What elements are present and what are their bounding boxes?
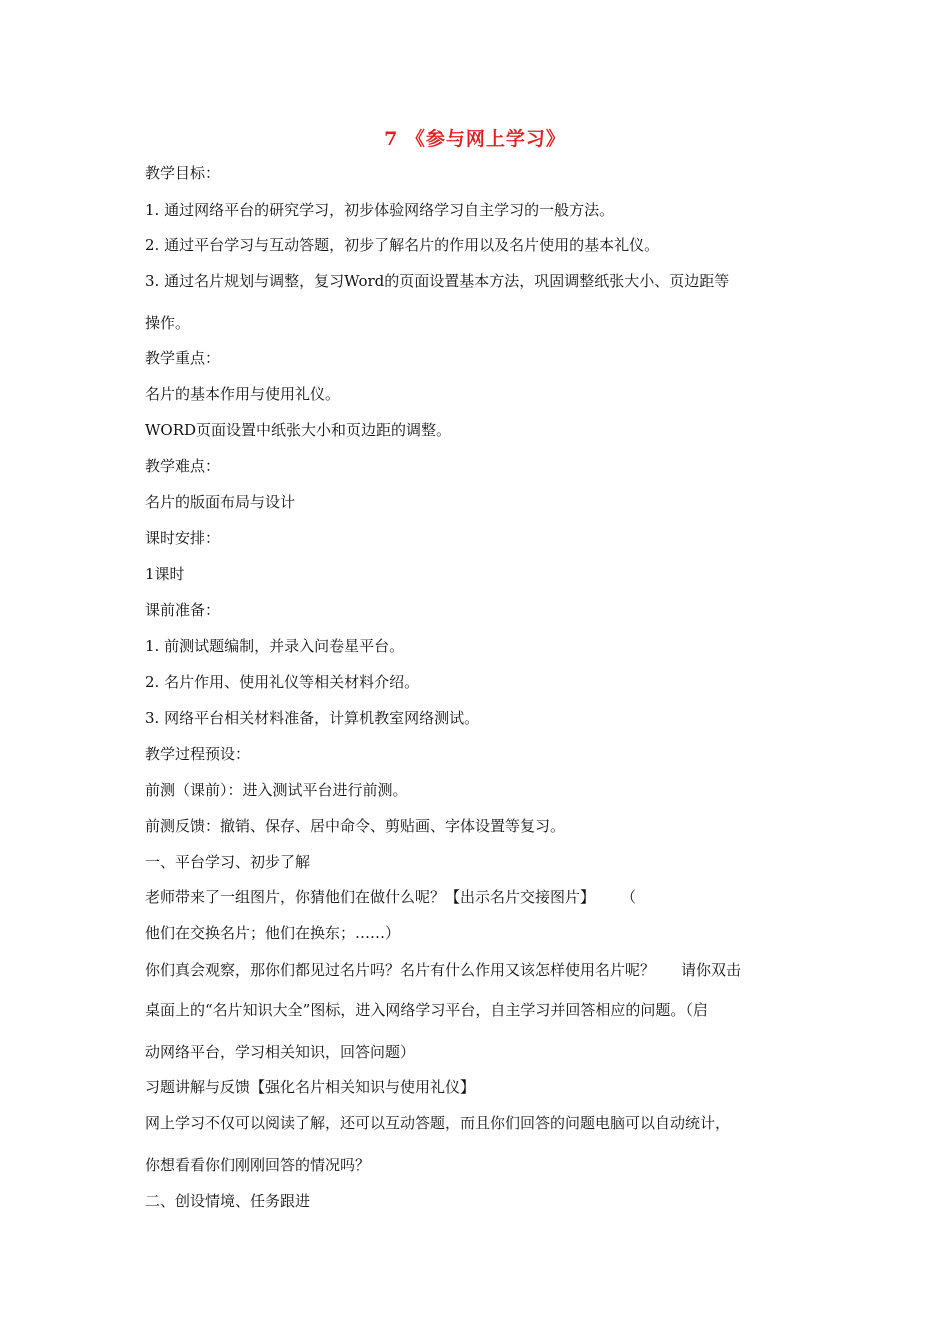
- difficulty-heading: 教学难点：: [145, 457, 221, 475]
- prep-1: 1. 前测试题编制，并录入问卷星平台。: [145, 637, 405, 655]
- prep-3: 3. 网络平台相关材料准备，计算机教室网络测试。: [145, 709, 480, 727]
- paragraph-1-line-2: 他们在交换名片；他们在换东；……）: [145, 924, 401, 942]
- key-point-1: 名片的基本作用与使用礼仪。: [145, 385, 341, 403]
- paragraph-2-line-1: [145, 960, 741, 980]
- paragraph-4-line-1: 网上学习不仅可以阅读了解，还可以互动答题，而且你们回答的问题电脑可以自动统计，: [145, 1114, 731, 1132]
- process-heading: 教学过程预设：: [145, 745, 251, 763]
- schedule-heading: 课时安排：: [145, 529, 221, 547]
- paragraph-1-text: 老师带来了一组图片，你猜他们在做什么呢？【出示名片交接图片】: [145, 888, 596, 906]
- key-points-heading: 教学重点：: [145, 349, 221, 367]
- objective-3-line-2: 操作。: [145, 314, 191, 332]
- objective-2: 2. 通过平台学习与互动答题，初步了解名片的作用以及名片使用的基本礼仪。: [145, 236, 660, 254]
- objective-1: 1. 通过网络平台的研究学习，初步体验网络学习自主学习的一般方法。: [145, 201, 615, 219]
- objectives-heading: 教学目标：: [145, 164, 221, 182]
- pretest-feedback: 前测反馈：撤销、保存、居中命令、剪贴画、字体设置等复习。: [145, 817, 566, 835]
- objective-3-line-1: 3. 通过名片规划与调整，复习Word的页面设置基本方法，巩固调整纸张大小、页边距等: [145, 272, 730, 290]
- difficulty-1: 名片的版面布局与设计: [145, 493, 296, 511]
- paragraph-1-line-1: [145, 887, 636, 907]
- section-2-heading: 二、创设情境、任务跟进: [145, 1192, 311, 1210]
- key-point-2: WORD页面设置中纸张大小和页边距的调整。: [145, 421, 452, 439]
- paragraph-2-text: 你们真会观察，那你们都见过名片吗？名片有什么作用又该怎样使用名片呢？: [145, 961, 656, 979]
- schedule-1: 1课时: [145, 565, 185, 583]
- paragraph-4-line-2: 你想看看你们刚刚回答的情况吗？: [145, 1156, 371, 1174]
- paragraph-2-line-3: 动网络平台，学习相关知识，回答问题）: [145, 1043, 416, 1061]
- paragraph-2-line-2: 桌面上的“名片知识大全”图标，进入网络学习平台，自主学习并回答相应的问题。（启: [145, 1001, 708, 1019]
- paragraph-3: 习题讲解与反馈【强化名片相关知识与使用礼仪】: [145, 1078, 476, 1096]
- prep-2: 2. 名片作用、使用礼仪等相关材料介绍。: [145, 673, 420, 691]
- document-title: 7 《参与网上学习》: [384, 128, 566, 150]
- prep-heading: 课前准备：: [145, 601, 221, 619]
- section-1-heading: 一、平台学习、初步了解: [145, 853, 311, 871]
- pretest: 前测（课前）：进入测试平台进行前测。: [145, 781, 408, 799]
- paragraph-2-tail: 请你双击: [681, 961, 742, 979]
- paragraph-1-tail: （: [621, 888, 637, 906]
